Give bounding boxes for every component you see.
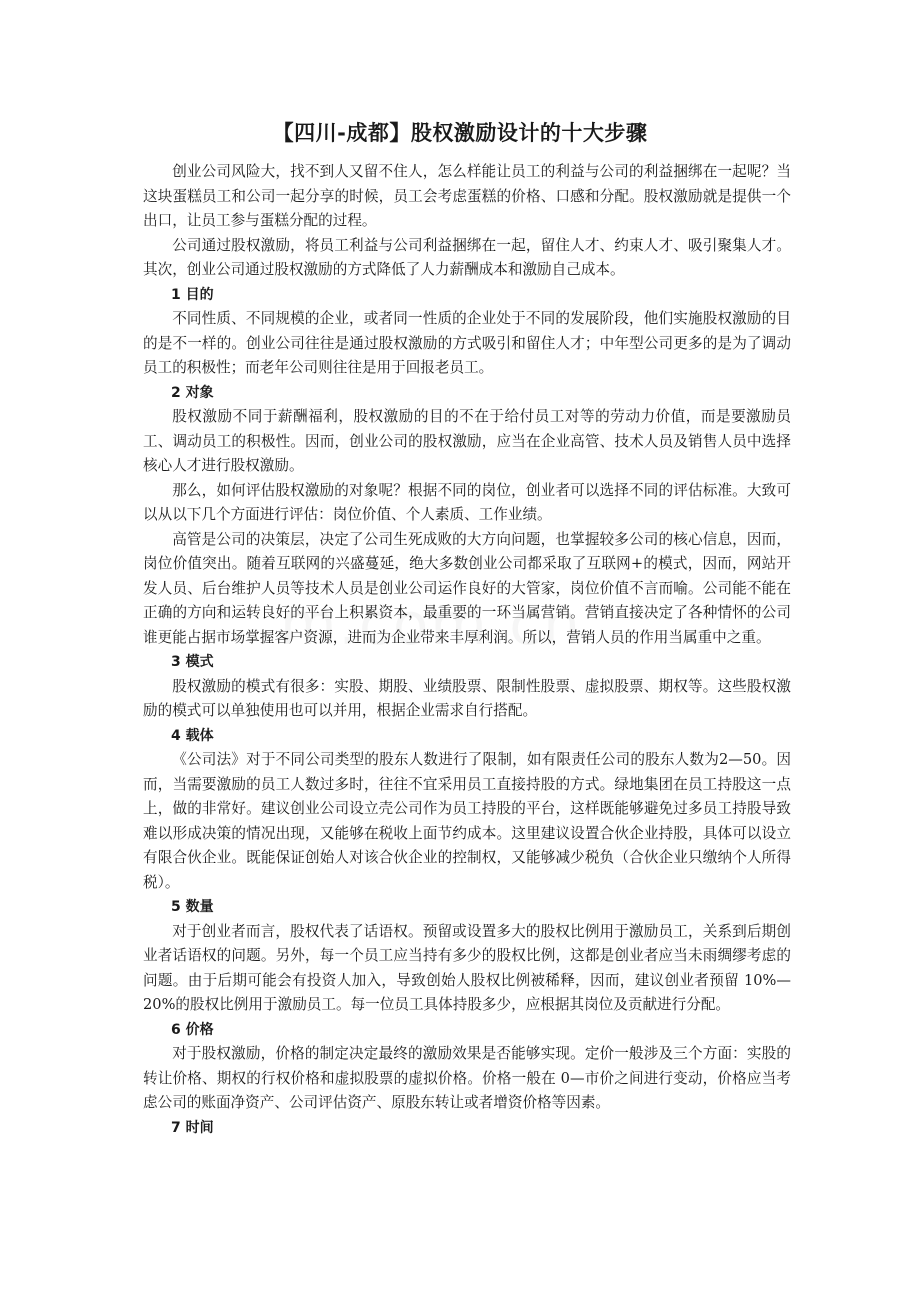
section-heading: 4 载体: [171, 727, 214, 744]
paragraph: 那么，如何评估股权激励的对象呢？根据不同的岗位，创业者可以选择不同的评估标准。大致可以从以下几个方面进行评估：岗位价值、个人素质、工作业绩。: [143, 481, 791, 523]
paragraph: 对于股权激励，价格的制定决定最终的激励效果是否能够实现。定价一般涉及三个方面：实股的转让价格、期权的行权价格和虚拟股票的虚拟价格。价格一般在 0—市价之间进行变动，价格应当考虑公司的账面净资产、公司评估资产、原股东转让或者增资价格等因素。: [143, 1045, 791, 1111]
paragraph: 不同性质、不同规模的企业，或者同一性质的企业处于不同的发展阶段，他们实施股权激励的目的是不一样的。创业公司往往是通过股权激励的方式吸引和留住人才；中年型公司更多的是为了调动员工的积极性；而老年公司则往往是用于回报老员工。: [143, 310, 791, 376]
document-title: 【四川-成都】股权激励设计的十大步骤: [272, 121, 648, 145]
section-heading: 7 时间: [171, 1119, 214, 1136]
paragraph: 创业公司风险大，找不到人又留不住人，怎么样能让员工的利益与公司的利益捆绑在一起呢？当这块蛋糕员工和公司一起分享的时候，员工会考虑蛋糕的价格、口感和分配。股权激励就是提供一个出口，让员工参与蛋糕分配的过程。: [143, 163, 791, 229]
paragraph: 对于创业者而言，股权代表了话语权。预留或设置多大的股权比例用于激励员工，关系到后期创业者话语权的问题。另外，每一个员工应当持有多少的股权比例，这都是创业者应当未雨绸缪考虑的问题。由于后期可能会有投资人加入，导致创始人股权比例被稀释，因而，建议创业者预留 10%—20%的股权比例用于激励员工。每一位员工具体持股多少，应根据其岗位及贡献进行分配。: [143, 922, 791, 1013]
paragraph: 高管是公司的决策层，决定了公司生死成败的大方向问题，也掌握较多公司的核心信息，因而，岗位价值突出。随着互联网的兴盛蔓延，绝大多数创业公司都采取了互联网+的模式，因而，网站开发人员、后台维护人员等技术人员是创业公司运作良好的大管家，岗位价值不言而喻。公司能不能在正确的方向和运转良好的平台上积累资本，最重要的一环当属营销。营销直接决定了各种情怀的公司谁更能占据市场掌握客户资源，进而为企业带来丰厚利润。所以，营销人员的作用当属重中之重。: [143, 530, 791, 646]
paragraph: 《公司法》对于不同公司类型的股东人数进行了限制，如有限责任公司的股东人数为2—50。因而，当需要激励的员工人数过多时，往往不宜采用员工直接持股的方式。绿地集团在员工持股这一点上，做的非常好。建议创业公司设立壳公司作为员工持股的平台，这样既能够避免过多员工持股导致难以形成决策的情况出现，又能够在税收上面节约成本。这里建议设置合伙企业持股，具体可以设立有限合伙企业。既能保证创始人对该合伙企业的控制权，又能够减少税负（合伙企业只缴纳个人所得税）。: [143, 751, 791, 891]
paragraph: 公司通过股权激励，将员工利益与公司利益捆绑在一起，留住人才、约束人才、吸引聚集人才。其次，创业公司通过股权激励的方式降低了人力薪酬成本和激励自己成本。: [143, 236, 791, 278]
section-heading: 1 目的: [171, 286, 214, 303]
section-heading: 3 模式: [171, 654, 214, 670]
section-heading: 6 价格: [171, 1021, 214, 1038]
paragraph: 股权激励不同于薪酬福利，股权激励的目的不在于给付员工对等的劳动力价值，而是要激励员工、调动员工的积极性。因而，创业公司的股权激励，应当在企业高管、技术人员及销售人员中选择核心人才进行股权激励。: [143, 408, 791, 474]
document-body: [143, 160, 791, 1140]
paragraph: 股权激励的模式有很多：实股、期股、业绩股票、限制性股票、虚拟股票、期权等。这些股权激励的模式可以单独使用也可以并用，根据企业需求自行搭配。: [143, 677, 791, 719]
section-heading: 5 数量: [171, 899, 214, 915]
section-heading: 2 对象: [171, 384, 214, 401]
